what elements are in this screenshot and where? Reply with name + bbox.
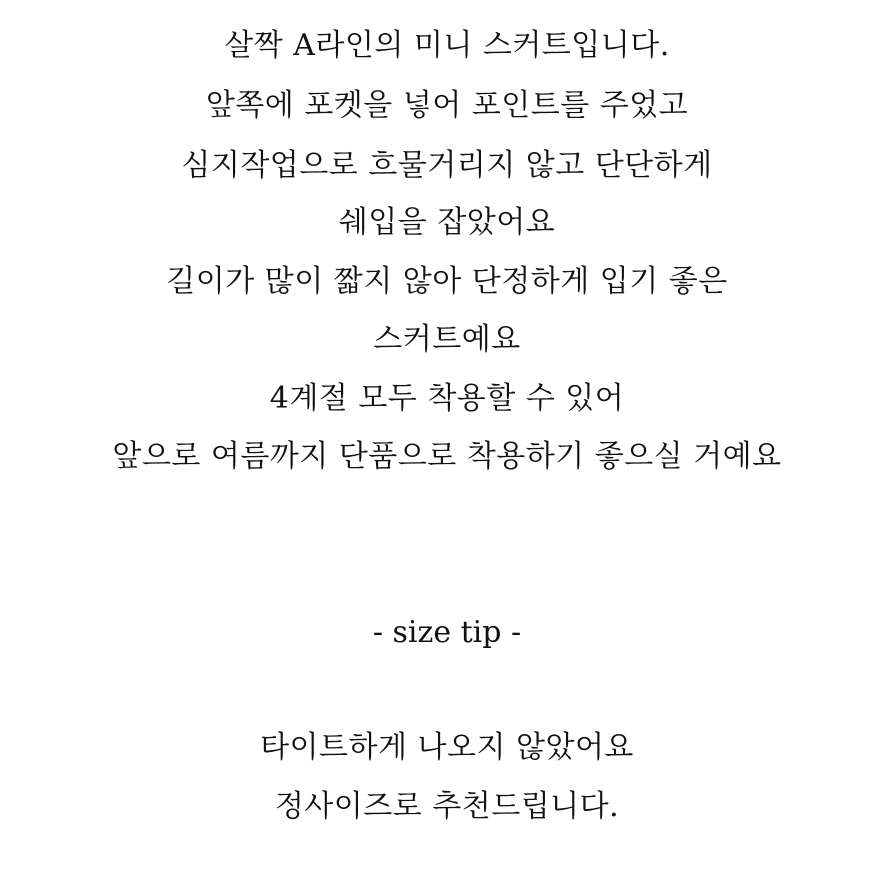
description-line: 심지작업으로 흐물거리지 않고 단단하게: [181, 148, 713, 183]
size-tip-heading: - size tip -: [372, 615, 522, 650]
description-line: 길이가 많이 짧지 않아 단정하게 입기 좋은: [166, 264, 728, 299]
size-tip-line: 타이트하게 나오지 않았어요: [260, 730, 634, 765]
description-line: 쉐입을 잡았어요: [338, 205, 556, 240]
description-line: 살짝 A라인의 미니 스커트입니다.: [224, 28, 670, 63]
description-line: 스커트예요: [373, 322, 521, 357]
description-line: 4계절 모두 착용할 수 있어: [269, 381, 625, 416]
description-line: 앞으로 여름까지 단품으로 착용하기 좋으실 거예요: [112, 439, 782, 474]
size-tip-line: 정사이즈로 추천드립니다.: [274, 789, 620, 824]
description-line: 앞쪽에 포켓을 넣어 포인트를 주었고: [205, 88, 689, 123]
